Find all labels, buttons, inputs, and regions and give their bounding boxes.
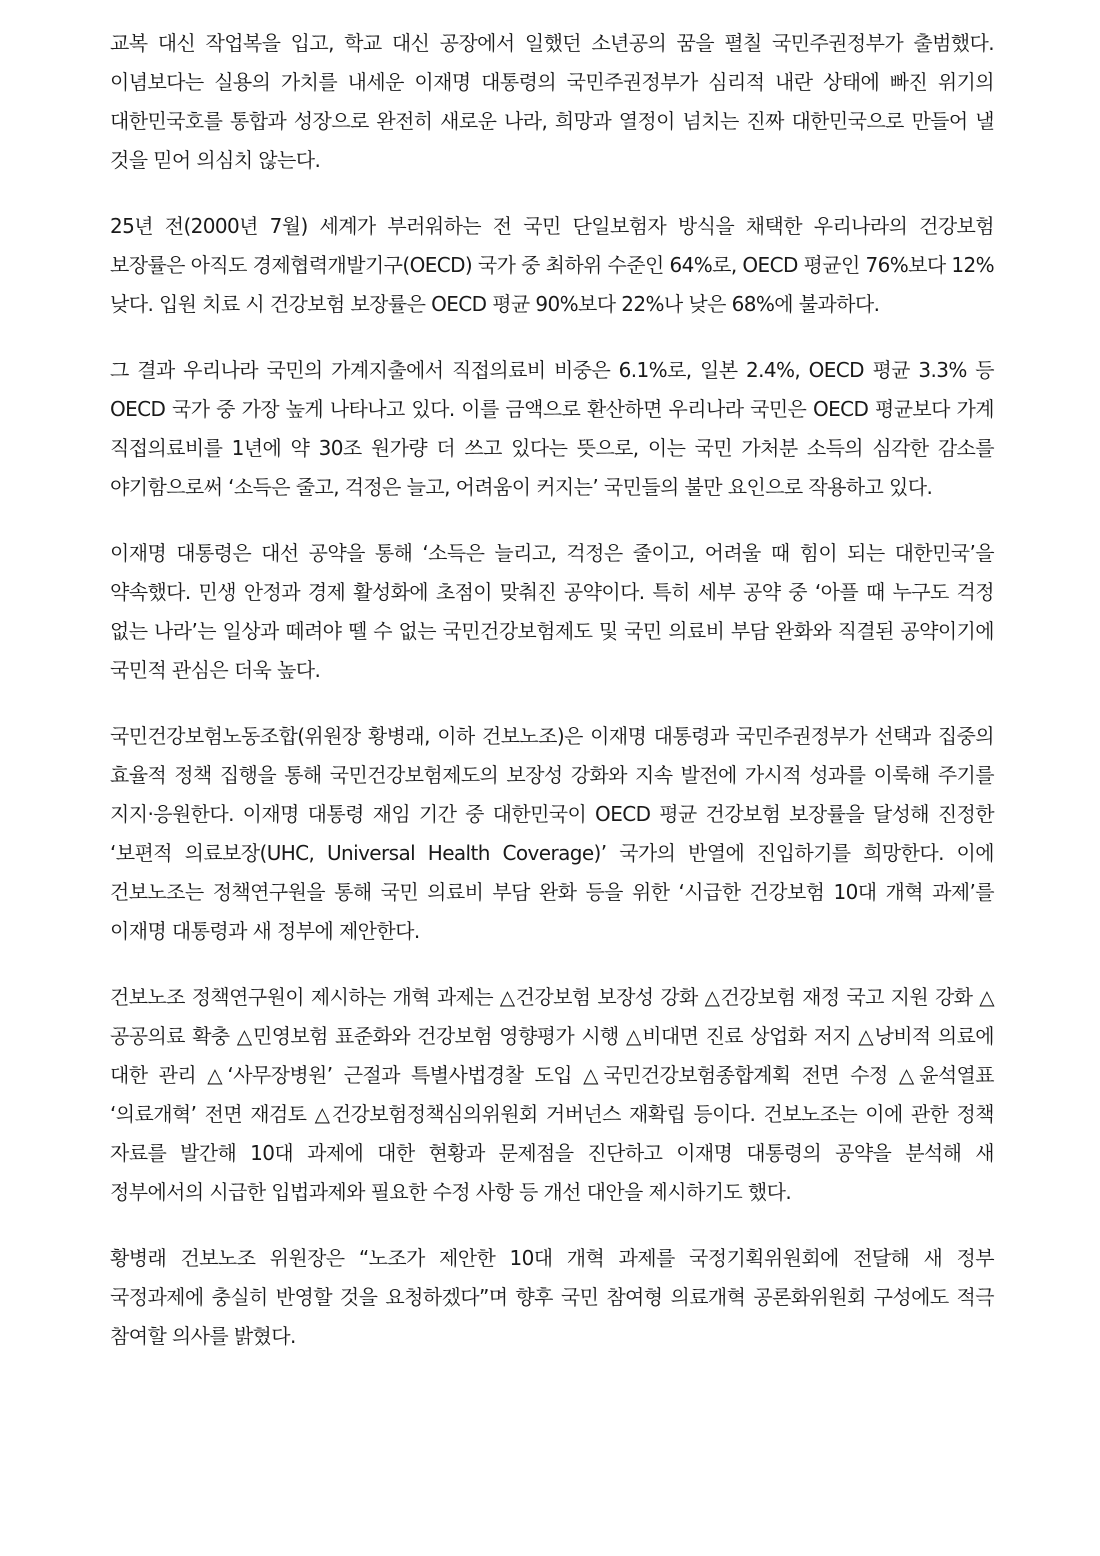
paragraph-reform-tasks: 건보노조 정책연구원이 제시하는 개혁 과제는 △건강보험 보장성 강화 △건강보험 재정 국고 지원 강화 △공공의료 확충 △민영보험 표준화와 건강보험 영향평가 시행 △비대면 진료 상업화 저지 △낭비적 의료에 대한 관리 △‘사무장병원’ 근절과 특별사법경찰 도입 △국민건강보험종합계획 전면 수정 △윤석열표 ‘의료개혁’ 전면 재검토 △건강보험정책심의위원회 거버넌스 재확립 등이다. 건보노조는 이에 관한 정책 자료를 발간해 10대 과제에 대한 현황과 문제점을 진단하고 이재명 대통령의 공약을 분석해 새 정부에서의 시급한 입법과제와 필요한 수정 사항 등 개선 대안을 제시하기도 했다. (110, 985, 994, 1204)
paragraph-union-support: 국민건강보험노동조합(위원장 황병래, 이하 건보노조)은 이재명 대통령과 국민주권정부가 선택과 집중의 효율적 정책 집행을 통해 국민건강보험제도의 보장성 강화와 지속 발전에 가시적 성과를 이룩해 주기를 지지·응원한다. 이재명 대통령 재임 기간 중 대한민국이 OECD 평균 건강보험 보장률을 달성해 진정한 ‘보편적 의료보장(UHC, Universal Health Coverage)’ 국가의 반열에 진입하기를 희망한다. 이에 건보노조는 정책연구원을 통해 국민 의료비 부담 완화 등을 위한 ‘시급한 건강보험 10대 개혁 과제’를 이재명 대통령과 새 정부에 제안한다. (110, 724, 994, 943)
paragraph-chair-statement: 황병래 건보노조 위원장은 “노조가 제안한 10대 개혁 과제를 국정기획위원회에 전달해 새 정부 국정과제에 충실히 반영할 것을 요청하겠다”며 향후 국민 참여형 의료개혁 공론화위원회 구성에도 적극 참여할 의사를 밝혔다. (110, 1246, 994, 1348)
paragraph-campaign-pledge: 이재명 대통령은 대선 공약을 통해 ‘소득은 늘리고, 걱정은 줄이고, 어려울 때 힘이 되는 대한민국’을 약속했다. 민생 안정과 경제 활성화에 초점이 맞춰진 공약이다. 특히 세부 공약 중 ‘아플 때 누구도 걱정 없는 나라’는 일상과 떼려야 뗄 수 없는 국민건강보험제도 및 국민 의료비 부담 완화와 직결된 공약이기에 국민적 관심은 더욱 높다. (110, 541, 994, 682)
paragraph-coverage-rate: 25년 전(2000년 7월) 세계가 부러워하는 전 국민 단일보험자 방식을 채택한 우리나라의 건강보험 보장률은 아직도 경제협력개발기구(OECD) 국가 중 최하위 수준인 64%로, OECD 평균인 76%보다 12% 낮다. 입원 치료 시 건강보험 보장률은 OECD 평균 90%보다 22%나 낮은 68%에 불과하다. (110, 214, 994, 316)
article-body (110, 24, 994, 1383)
paragraph-medical-expense: 그 결과 우리나라 국민의 가계지출에서 직접의료비 비중은 6.1%로, 일본 2.4%, OECD 평균 3.3% 등 OECD 국가 중 가장 높게 나타나고 있다. 이를 금액으로 환산하면 우리나라 국민은 OECD 평균보다 가계 직접의료비를 1년에 약 30조 원가량 더 쓰고 있다는 뜻으로, 이는 국민 가처분 소득의 심각한 감소를 야기함으로써 ‘소득은 줄고, 걱정은 늘고, 어려움이 커지는’ 국민들의 불만 요인으로 작용하고 있다. (110, 358, 994, 499)
paragraph-intro: 교복 대신 작업복을 입고, 학교 대신 공장에서 일했던 소년공의 꿈을 펼칠 국민주권정부가 출범했다. 이념보다는 실용의 가치를 내세운 이재명 대통령의 국민주권정부가 심리적 내란 상태에 빠진 위기의 대한민국호를 통합과 성장으로 완전히 새로운 나라, 희망과 열정이 넘치는 진짜 대한민국으로 만들어 낼 것을 믿어 의심치 않는다. (110, 31, 994, 172)
